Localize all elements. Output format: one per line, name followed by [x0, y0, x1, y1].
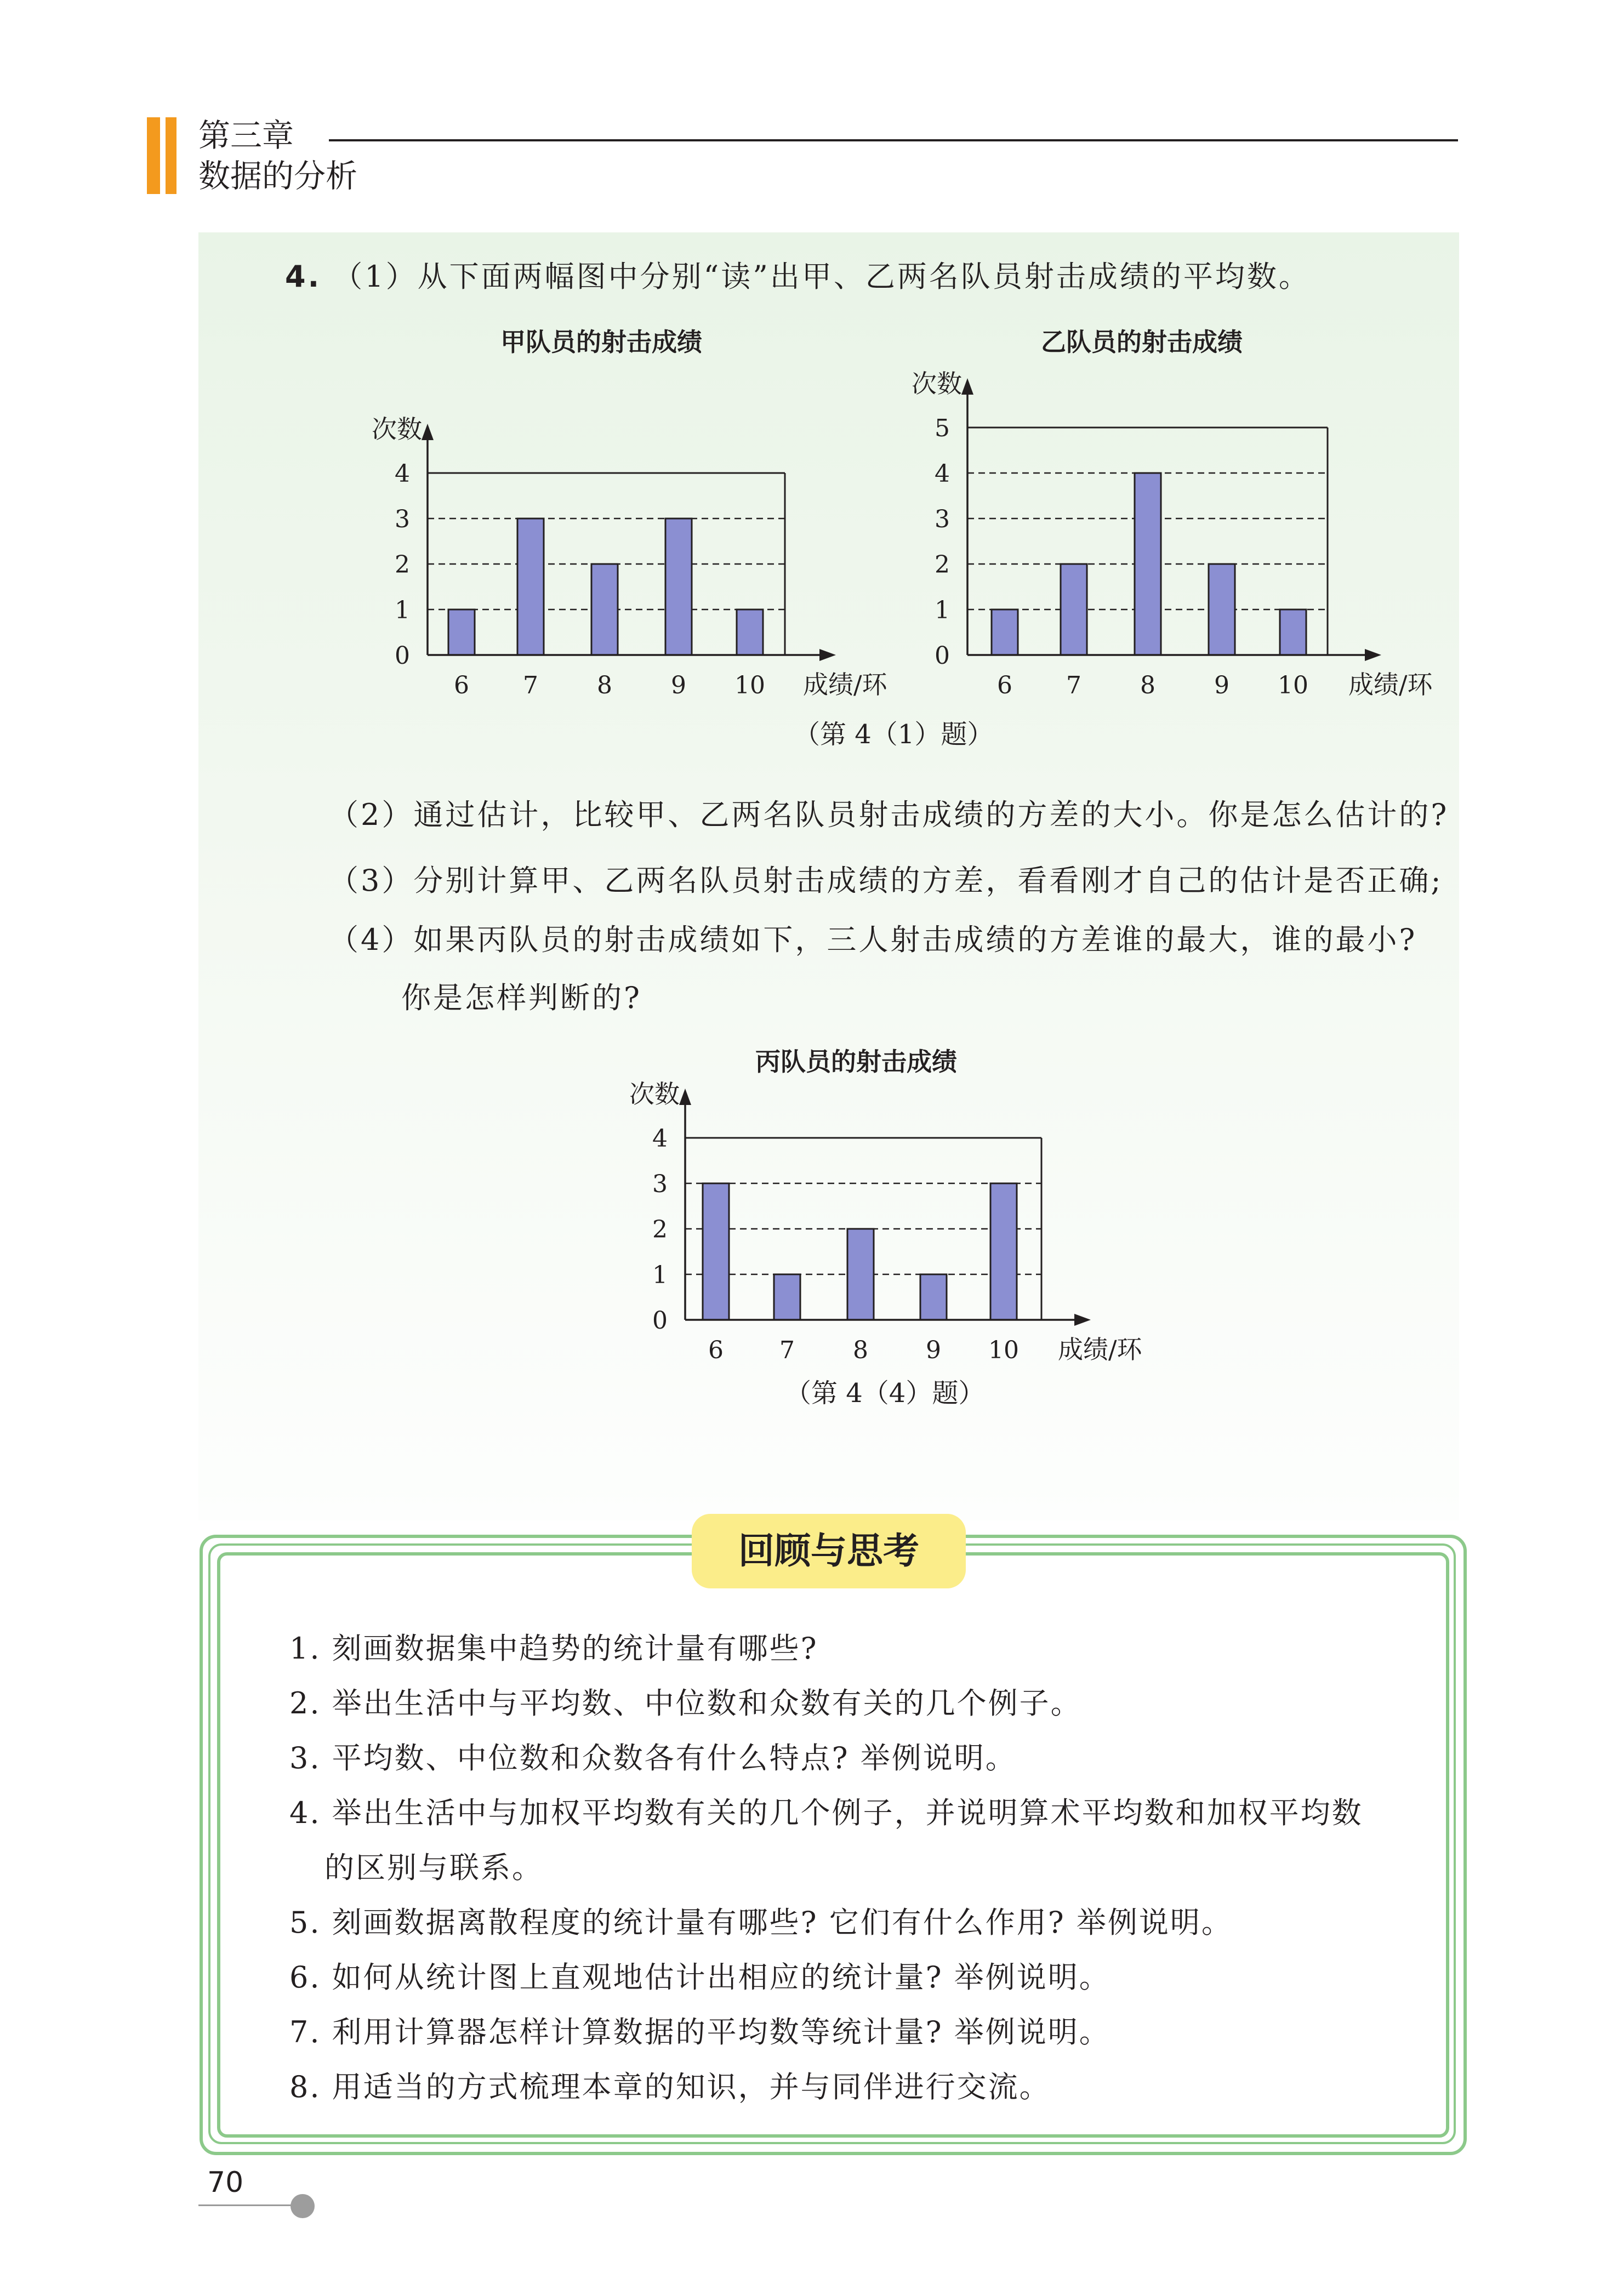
y-tick-label: 2	[935, 551, 950, 579]
question-4-line-2: 你是怎样判断的?	[401, 981, 642, 1015]
x-tick-label: 7	[1066, 671, 1081, 699]
y-tick-label: 4	[395, 460, 410, 488]
bar-7	[517, 519, 544, 655]
y-tick-label: 0	[652, 1307, 668, 1335]
x-axis-label: 成绩/环	[803, 670, 887, 699]
review-item-6: 6. 如何从统计图上直观地估计出相应的统计量? 举例说明。	[289, 1960, 1111, 1995]
x-tick-label: 8	[853, 1336, 868, 1364]
y-axis-label: 次数	[372, 414, 422, 444]
chart-jia	[372, 327, 888, 699]
chart-title: 丙队员的射击成绩	[755, 1047, 957, 1076]
bar-9	[1209, 564, 1235, 655]
y-tick-label: 2	[652, 1216, 668, 1244]
header-divider	[329, 139, 1458, 141]
x-tick-label: 6	[708, 1336, 724, 1364]
y-tick-label: 3	[652, 1170, 668, 1198]
y-tick-label: 0	[935, 642, 950, 670]
page-number: 70	[207, 2166, 244, 2199]
bar-10	[737, 609, 763, 655]
x-axis-arrow-icon	[1365, 649, 1381, 661]
x-tick-label: 8	[597, 671, 612, 699]
y-axis-arrow-icon	[679, 1089, 691, 1105]
bar-8	[591, 564, 618, 655]
y-axis-arrow-icon	[961, 378, 973, 395]
bar-7	[774, 1274, 800, 1320]
y-tick-label: 1	[652, 1261, 668, 1289]
chart-title: 甲队员的射击成绩	[500, 327, 702, 357]
bar-9	[920, 1274, 947, 1320]
page-number-rule	[198, 2204, 296, 2206]
bar-8	[847, 1229, 874, 1320]
question-3: （3）分别计算甲、乙两名队员射击成绩的方差，看看刚才自己的估计是否正确;	[329, 863, 1443, 898]
x-tick-label: 10	[988, 1336, 1019, 1364]
review-item-1: 1. 刻画数据集中趋势的统计量有哪些?	[289, 1631, 818, 1666]
chart-title: 乙队员的射击成绩	[1041, 327, 1243, 357]
x-tick-label: 7	[779, 1336, 795, 1364]
chapter-label: 第三章	[198, 117, 294, 154]
bar-6	[448, 609, 475, 655]
y-tick-label: 0	[395, 642, 410, 670]
x-tick-label: 9	[1214, 671, 1229, 699]
review-item-4-continued: 的区别与联系。	[324, 1850, 543, 1885]
bar-6	[992, 609, 1018, 655]
x-axis-arrow-icon	[1074, 1314, 1091, 1326]
y-tick-label: 4	[652, 1125, 668, 1153]
y-axis-arrow-icon	[422, 424, 434, 440]
header-accent-bar-secondary	[166, 117, 176, 194]
x-tick-label: 6	[997, 671, 1012, 699]
x-tick-label: 10	[1278, 671, 1308, 699]
review-title: 回顾与思考	[738, 1530, 919, 1572]
page-number-dot	[291, 2194, 315, 2218]
x-axis-arrow-icon	[819, 649, 836, 661]
y-tick-label: 1	[395, 596, 410, 624]
x-tick-label: 7	[523, 671, 538, 699]
y-tick-label: 3	[935, 505, 950, 533]
y-tick-label: 4	[935, 460, 950, 488]
x-tick-label: 9	[926, 1336, 941, 1364]
question-4-line-1: （4）如果丙队员的射击成绩如下，三人射击成绩的方差谁的最大，谁的最小?	[329, 922, 1417, 957]
review-item-8: 8. 用适当的方式梳理本章的知识，并与同伴进行交流。	[289, 2070, 1051, 2104]
review-item-3: 3. 平均数、中位数和众数各有什么特点? 举例说明。	[289, 1741, 1017, 1775]
y-tick-label: 2	[395, 551, 410, 579]
y-tick-label: 5	[935, 414, 950, 442]
chart-yi	[912, 327, 1433, 699]
question-1	[285, 258, 1311, 296]
chapter-title: 数据的分析	[198, 157, 358, 195]
bar-7	[1061, 564, 1087, 655]
review-item-4: 4. 举出生活中与加权平均数有关的几个例子，并说明算术平均数和加权平均数	[289, 1796, 1363, 1830]
bar-10	[990, 1183, 1017, 1320]
y-axis-label: 次数	[912, 369, 962, 398]
y-tick-label: 3	[395, 505, 410, 533]
x-tick-label: 9	[671, 671, 686, 699]
review-item-2: 2. 举出生活中与平均数、中位数和众数有关的几个例子。	[289, 1686, 1082, 1720]
bar-10	[1280, 609, 1306, 655]
bar-9	[665, 519, 692, 655]
x-tick-label: 6	[454, 671, 469, 699]
bar-8	[1135, 473, 1161, 655]
x-tick-label: 8	[1140, 671, 1155, 699]
y-tick-label: 1	[935, 596, 950, 624]
figure-caption-4-4: （第 4（4）题）	[785, 1378, 985, 1409]
question-1-text: （1）从下面两幅图中分别“读”出甲、乙两名队员射击成绩的平均数。	[333, 259, 1311, 294]
bar-6	[703, 1183, 729, 1320]
charts-jia-yi	[329, 318, 1480, 713]
x-tick-label: 10	[734, 671, 765, 699]
y-axis-label: 次数	[629, 1079, 680, 1109]
x-axis-label: 成绩/环	[1058, 1335, 1142, 1364]
review-item-7: 7. 利用计算器怎样计算数据的平均数等统计量? 举例说明。	[289, 2015, 1111, 2049]
question-2: （2）通过估计，比较甲、乙两名队员射击成绩的方差的大小。你是怎么估计的?	[329, 797, 1449, 832]
exercise-number: 4.	[285, 259, 322, 294]
header-accent-bar	[147, 117, 160, 194]
figure-caption-4-1: （第 4（1）题）	[794, 719, 994, 750]
x-axis-label: 成绩/环	[1348, 670, 1433, 699]
review-item-5: 5. 刻画数据离散程度的统计量有哪些? 它们有什么作用? 举例说明。	[289, 1905, 1233, 1940]
chart-bing-svg	[592, 1036, 1173, 1387]
chart-bing	[629, 1047, 1143, 1364]
